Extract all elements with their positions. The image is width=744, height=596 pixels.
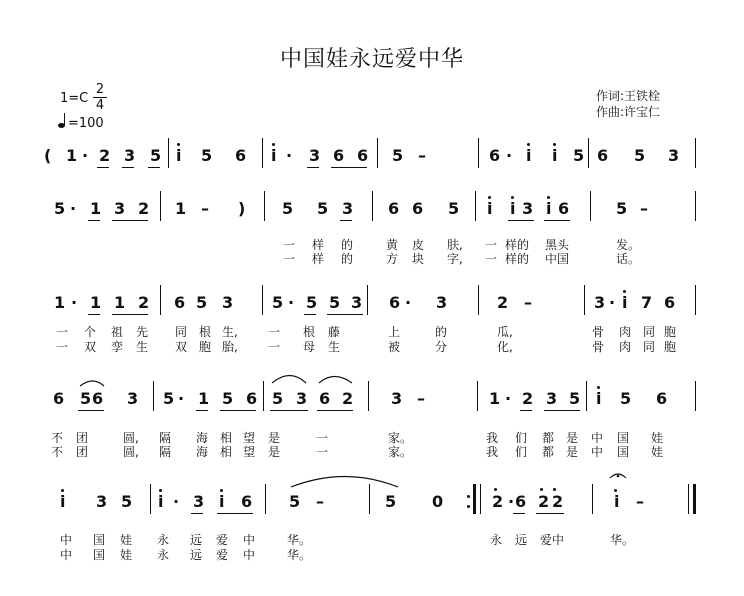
note: 5 (121, 492, 133, 511)
lyric: 黑头 (545, 238, 570, 252)
note: · (609, 293, 616, 312)
note: 5 (620, 389, 632, 408)
lyric: 一 (283, 238, 296, 252)
note: i (510, 199, 516, 218)
lyric: 海 (196, 445, 209, 459)
note: 3 (436, 293, 448, 312)
lyric: 们 (515, 445, 528, 459)
note: 5 (272, 293, 284, 312)
time-signature-top: 2 (93, 82, 107, 98)
lyric: 团 (76, 431, 89, 445)
note: 6 (333, 146, 345, 165)
note: 6 (357, 146, 369, 165)
note: 2 (497, 293, 509, 312)
lyric: 母 (303, 340, 316, 354)
slur-arc (80, 381, 104, 386)
lyric: 隔 (159, 445, 172, 459)
lyric: 永 (157, 533, 170, 547)
lyric: 藤 (328, 325, 341, 339)
note: 2 (342, 389, 354, 408)
note: i (546, 199, 552, 218)
note: 1 (114, 293, 126, 312)
lyric: 被 (388, 340, 401, 354)
note: 6 (388, 199, 400, 218)
note: · (506, 146, 513, 165)
lyric: 瓜, (497, 325, 513, 339)
note: 5 (201, 146, 213, 165)
lyric: 爱 (216, 548, 229, 562)
note: 6 (489, 146, 501, 165)
lyric: 圆, (123, 445, 139, 459)
lyric: 爱 (216, 533, 229, 547)
lyric: 话。 (616, 252, 641, 266)
note: – (201, 199, 209, 218)
lyric: 发。 (616, 238, 641, 252)
lyric: 华。 (287, 548, 312, 562)
note: 5 (163, 389, 175, 408)
lyric: 是 (268, 431, 281, 445)
lyric: 中 (591, 431, 604, 445)
lyric: 爱中 (540, 533, 565, 547)
lyric: 相 (220, 431, 233, 445)
note: 3 (594, 293, 606, 312)
note: 5 (222, 389, 234, 408)
song-title: 中国娃永远爱中华 (279, 47, 464, 72)
lyric: 不 (51, 445, 64, 459)
lyric: 先 (136, 325, 149, 339)
note: i (176, 146, 182, 165)
note: 6 (235, 146, 247, 165)
lyric: 肉 (619, 325, 632, 339)
lyric: 华。 (610, 533, 635, 547)
lyric: 双 (84, 340, 97, 354)
lyric: 一 (316, 445, 329, 459)
note: · (508, 492, 515, 511)
lyric: 的 (341, 238, 354, 252)
lyric: 样 (312, 252, 325, 266)
note: i (622, 293, 628, 312)
lyric: 娃 (120, 533, 133, 547)
lyric: 一 (268, 340, 281, 354)
composer-credit: 作曲:许宝仁 (596, 105, 661, 119)
note: 2 (538, 492, 550, 511)
lyric: 圆, (123, 431, 139, 445)
note: 3 (351, 293, 363, 312)
note: 5 (569, 389, 581, 408)
lyric: 同 (175, 325, 188, 339)
tempo-value: =100 (68, 116, 104, 131)
note: · (286, 146, 293, 165)
note: 6 (597, 146, 609, 165)
lyric: 们 (515, 431, 528, 445)
lyric: 家。 (388, 431, 413, 445)
note: i (271, 146, 277, 165)
lyric: 样的 (505, 252, 530, 266)
lyric: 根 (303, 325, 316, 339)
lyricist-credit: 作词:王铁栓 (596, 89, 661, 103)
lyric: 都 (542, 431, 555, 445)
note: 5 (448, 199, 460, 218)
fermata-dot (617, 475, 620, 478)
note: 5 (54, 199, 66, 218)
note: 5 (150, 146, 162, 165)
note: 5 (272, 389, 284, 408)
lyric: 是 (566, 445, 579, 459)
note: 6 (246, 389, 258, 408)
lyric: 分 (435, 340, 448, 354)
lyric: 一 (485, 252, 498, 266)
lyric: 娃 (651, 445, 664, 459)
lyric: 远 (190, 533, 203, 547)
note: 6 (92, 389, 104, 408)
lyric: 胞 (664, 340, 677, 354)
lyric: 远 (190, 548, 203, 562)
note: 3 (309, 146, 321, 165)
note: 6 (412, 199, 424, 218)
lyric: 一 (56, 340, 69, 354)
note: 5 (282, 199, 294, 218)
note: 5 (573, 146, 585, 165)
note: 2 (99, 146, 111, 165)
lyric: 远 (515, 533, 528, 547)
lyric: 肉 (619, 340, 632, 354)
note: 6 (319, 389, 331, 408)
time-signature-bottom: 4 (95, 98, 105, 113)
lyric: 的 (341, 252, 354, 266)
lyric: 生 (136, 340, 149, 354)
note: 6 (389, 293, 401, 312)
note: – (640, 199, 648, 218)
note: 5 (306, 293, 318, 312)
lyric: 上 (388, 325, 401, 339)
lyric: 皮 (412, 238, 425, 252)
lyric: 望 (243, 431, 256, 445)
lyric: 不 (51, 431, 64, 445)
lyric: 孪 (111, 340, 124, 354)
lyric: 生 (328, 340, 341, 354)
note: 5 (329, 293, 341, 312)
lyric: 化, (497, 340, 513, 354)
note: i (526, 146, 532, 165)
lyric: 一 (485, 238, 498, 252)
note: 2 (492, 492, 504, 511)
lyric: 一 (268, 325, 281, 339)
note: i (219, 492, 225, 511)
note: 5 (289, 492, 301, 511)
note: · (71, 293, 78, 312)
lyric: 国 (617, 445, 630, 459)
lyric: 中 (243, 548, 256, 562)
note: 3 (342, 199, 354, 218)
lyric: 胞 (664, 325, 677, 339)
lyric: 国 (93, 548, 106, 562)
note: 1 (489, 389, 501, 408)
lyric: 黄 (386, 238, 399, 252)
note: 3 (222, 293, 234, 312)
note: · (505, 389, 512, 408)
lyric: 是 (566, 431, 579, 445)
lyric: 相 (220, 445, 233, 459)
lyric: 骨 (592, 325, 605, 339)
lyric: 方 (386, 252, 399, 266)
lyric: 中 (591, 445, 604, 459)
lyric: 国 (617, 431, 630, 445)
lyric: 块 (412, 252, 425, 266)
note: ) (238, 199, 246, 218)
note: 2 (552, 492, 564, 511)
lyric: 我 (486, 431, 499, 445)
note: 1 (54, 293, 66, 312)
note: 5 (317, 199, 329, 218)
note: 0 (432, 492, 444, 511)
lyric: 个 (84, 325, 97, 339)
lyric: 都 (542, 445, 555, 459)
note: 6 (174, 293, 186, 312)
slur-arc (319, 377, 352, 384)
slur-arc (291, 477, 398, 488)
note: 6 (558, 199, 570, 218)
lyric: 海 (196, 431, 209, 445)
lyric: 肤, (447, 238, 463, 252)
note: 3 (522, 199, 534, 218)
lyric: 娃 (651, 431, 664, 445)
lyric: 样 (312, 238, 325, 252)
note: i (552, 146, 558, 165)
key-signature: 1=C (60, 91, 89, 106)
lyric: 祖 (111, 325, 124, 339)
note: 1 (90, 293, 102, 312)
note: 1 (175, 199, 187, 218)
note: 1 (198, 389, 210, 408)
lyric: 根 (199, 325, 212, 339)
lyric: 中 (243, 533, 256, 547)
note: 3 (546, 389, 558, 408)
note: 6 (515, 492, 527, 511)
note: – (418, 146, 426, 165)
lyric: 家。 (388, 445, 413, 459)
lyric: 骨 (592, 340, 605, 354)
note: 5 (392, 146, 404, 165)
note: 2 (138, 199, 150, 218)
note: 3 (391, 389, 403, 408)
lyric: 一 (283, 252, 296, 266)
lyric: 永 (157, 548, 170, 562)
note: 2 (138, 293, 150, 312)
note: – (524, 293, 532, 312)
note: 1 (90, 199, 102, 218)
note: i (614, 492, 620, 511)
lyric: 团 (76, 445, 89, 459)
note: 6 (241, 492, 253, 511)
note: 3 (114, 199, 126, 218)
note: 5 (196, 293, 208, 312)
note: 3 (127, 389, 139, 408)
lyric: 国 (93, 533, 106, 547)
note: 6 (664, 293, 676, 312)
note: · (173, 492, 180, 511)
note: 5 (616, 199, 628, 218)
lyric: 中国 (545, 252, 570, 266)
note: 1 (66, 146, 78, 165)
note: 5 (385, 492, 397, 511)
note: · (178, 389, 185, 408)
lyric: 是 (268, 445, 281, 459)
note: · (82, 146, 89, 165)
note: i (158, 492, 164, 511)
lyric: 望 (243, 445, 256, 459)
lyric: 胎, (222, 340, 238, 354)
note: 5 (634, 146, 646, 165)
note: – (417, 389, 425, 408)
lyric: 华。 (287, 533, 312, 547)
note: i (60, 492, 66, 511)
note: 2 (522, 389, 534, 408)
note: – (316, 492, 324, 511)
note: i (596, 389, 602, 408)
lyric: 字, (447, 252, 463, 266)
lyric: 中 (60, 533, 73, 547)
lyric: 双 (175, 340, 188, 354)
lyric: 我 (486, 445, 499, 459)
note: 3 (193, 492, 205, 511)
note: · (70, 199, 77, 218)
lyric: 的 (435, 325, 448, 339)
lyric: 同 (643, 340, 656, 354)
note: · (288, 293, 295, 312)
note: 3 (124, 146, 136, 165)
note: i (487, 199, 493, 218)
lyric: 样的 (505, 238, 530, 252)
note: 6 (656, 389, 668, 408)
note: · (405, 293, 412, 312)
slur-arc (272, 376, 306, 384)
note: 3 (96, 492, 108, 511)
note: ( (44, 146, 52, 165)
note: 7 (641, 293, 653, 312)
note: 5 (80, 389, 92, 408)
lyric: 一 (316, 431, 329, 445)
lyric: 胞 (199, 340, 212, 354)
lyric: 同 (643, 325, 656, 339)
lyric: 一 (56, 325, 69, 339)
lyric: 中 (60, 548, 73, 562)
note: 3 (296, 389, 308, 408)
lyric: 娃 (120, 548, 133, 562)
lyric: 隔 (159, 431, 172, 445)
note: 6 (53, 389, 65, 408)
lyric: 永 (490, 533, 503, 547)
note: 3 (668, 146, 680, 165)
lyric: 生, (222, 325, 238, 339)
note: – (636, 492, 644, 511)
